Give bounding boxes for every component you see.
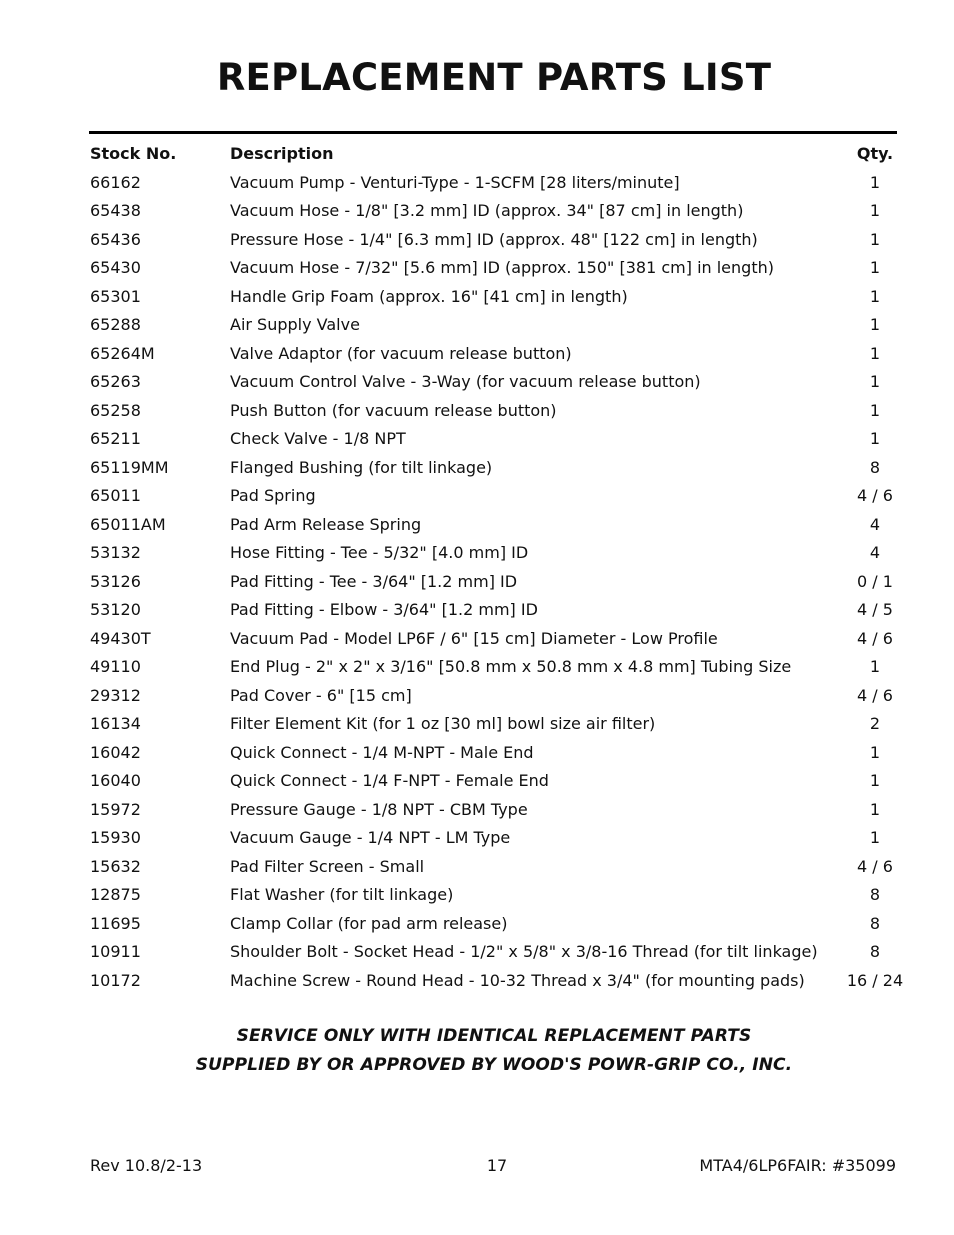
stock-number: 65301 [90, 286, 141, 306]
table-row [0, 881, 954, 910]
part-description: Flanged Bushing (for tilt linkage) [230, 457, 493, 477]
service-notice-line-2: SUPPLIED BY OR APPROVED BY WOOD'S POWR-GRIP CO., INC. [195, 1055, 793, 1075]
table-row [0, 226, 954, 255]
part-quantity: 1 [869, 828, 881, 847]
title-divider [89, 131, 897, 134]
table-row [0, 853, 954, 882]
table-row [0, 682, 954, 711]
stock-number: 65288 [90, 315, 141, 334]
part-description: Quick Connect - 1/4 M-NPT - Male End [230, 742, 534, 762]
part-quantity: 8 [869, 457, 881, 477]
table-row [0, 511, 954, 540]
stock-number: 65211 [90, 429, 141, 448]
stock-number: 15632 [90, 856, 141, 876]
stock-number: 16042 [90, 742, 141, 762]
stock-number: 65438 [90, 201, 141, 220]
part-quantity: 0 / 1 [857, 571, 893, 591]
part-quantity: 8 [869, 885, 881, 904]
table-row [0, 368, 954, 397]
table-row [0, 311, 954, 340]
table-row [0, 967, 954, 996]
stock-number: 16040 [90, 771, 141, 790]
stock-number: 53132 [90, 543, 141, 562]
table-row [0, 283, 954, 312]
stock-number: 53120 [90, 600, 141, 619]
part-quantity: 1 [869, 172, 881, 192]
stock-number: 49430T [90, 628, 151, 648]
part-quantity: 1 [869, 343, 881, 363]
part-quantity: 4 [869, 514, 881, 534]
stock-number: 10911 [90, 942, 141, 961]
stock-number: 65430 [90, 258, 141, 277]
part-quantity: 1 [869, 429, 881, 448]
stock-number: 15930 [90, 828, 141, 847]
table-row [0, 596, 954, 625]
part-quantity: 4 / 6 [857, 486, 893, 505]
table-row [0, 425, 954, 454]
part-description: Handle Grip Foam (approx. 16" [41 cm] in length) [230, 286, 628, 306]
service-notice-line-1: SERVICE ONLY WITH IDENTICAL REPLACEMENT PARTS [236, 1026, 752, 1046]
part-description: Vacuum Hose - 1/8" [3.2 mm] ID (approx. 34" [87 cm] in length) [230, 201, 744, 220]
part-description: Vacuum Gauge - 1/4 NPT - LM Type [230, 828, 511, 847]
part-description: Hose Fitting - Tee - 5/32" [4.0 mm] ID [230, 543, 529, 562]
part-quantity: 8 [869, 942, 881, 961]
stock-number: 65011 [90, 486, 141, 505]
page-title: REPLACEMENT PARTS LIST [216, 56, 772, 99]
stock-number: 65263 [90, 372, 141, 391]
part-quantity: 1 [869, 742, 881, 762]
part-quantity: 1 [869, 201, 881, 220]
stock-number: 65011AM [90, 514, 166, 534]
part-description: Pressure Gauge - 1/8 NPT - CBM Type [230, 799, 528, 819]
part-quantity: 1 [869, 315, 881, 334]
table-row [0, 824, 954, 853]
stock-number: 12875 [90, 885, 141, 904]
part-description: Push Button (for vacuum release button) [230, 400, 557, 420]
column-header-qty: Qty. [856, 144, 894, 163]
part-description: Check Valve - 1/8 NPT [230, 429, 406, 448]
part-description: Pad Arm Release Spring [230, 514, 422, 534]
stock-number: 15972 [90, 799, 141, 819]
table-row [0, 397, 954, 426]
table-row [0, 938, 954, 967]
table-row [0, 539, 954, 568]
footer-page-number: 17 [486, 1156, 508, 1175]
table-row [0, 482, 954, 511]
part-quantity: 1 [869, 657, 881, 676]
part-description: Pad Fitting - Elbow - 3/64" [1.2 mm] ID [230, 600, 538, 619]
stock-number: 16134 [90, 714, 141, 733]
stock-number: 65119MM [90, 457, 169, 477]
table-row [0, 710, 954, 739]
part-quantity: 4 / 5 [857, 600, 893, 619]
column-header-description: Description [230, 144, 334, 163]
part-quantity: 4 / 6 [857, 856, 893, 876]
table-row [0, 767, 954, 796]
part-quantity: 2 [869, 714, 881, 733]
part-description: Pad Cover - 6" [15 cm] [230, 685, 412, 705]
table-row [0, 739, 954, 768]
part-quantity: 1 [869, 372, 881, 391]
part-description: Pressure Hose - 1/4" [6.3 mm] ID (approx. 48" [122 cm] in length) [230, 229, 758, 249]
part-quantity: 1 [869, 400, 881, 420]
part-quantity: 4 / 6 [857, 628, 893, 648]
table-row [0, 340, 954, 369]
part-description: Pad Filter Screen - Small [230, 856, 425, 876]
stock-number: 65258 [90, 400, 141, 420]
part-quantity: 8 [869, 913, 881, 933]
part-description: Vacuum Pad - Model LP6F / 6" [15 cm] Diameter - Low Profile [230, 628, 718, 648]
stock-number: 10172 [90, 970, 141, 990]
stock-number: 53126 [90, 571, 141, 591]
footer-doc-id: MTA4/6LP6FAIR: #35099 [699, 1156, 896, 1175]
part-quantity: 1 [869, 229, 881, 249]
stock-number: 29312 [90, 685, 141, 705]
part-description: Machine Screw - Round Head - 10-32 Thread x 3/4" (for mounting pads) [230, 970, 805, 990]
table-body [0, 169, 954, 996]
part-description: Pad Fitting - Tee - 3/64" [1.2 mm] ID [230, 571, 518, 591]
part-description: Pad Spring [230, 486, 316, 505]
table-row [0, 197, 954, 226]
table-row [0, 910, 954, 939]
part-description: Vacuum Hose - 7/32" [5.6 mm] ID (approx. 150" [381 cm] in length) [230, 258, 774, 277]
part-quantity: 4 / 6 [857, 685, 893, 705]
part-description: Flat Washer (for tilt linkage) [230, 885, 454, 904]
parts-table [0, 140, 954, 995]
table-row [0, 169, 954, 198]
part-quantity: 1 [869, 286, 881, 306]
part-quantity: 1 [869, 258, 881, 277]
table-row [0, 796, 954, 825]
part-description: Vacuum Pump - Venturi-Type - 1-SCFM [28 liters/minute] [230, 172, 680, 192]
part-quantity: 1 [869, 799, 881, 819]
footer-revision: Rev 10.8/2-13 [90, 1156, 203, 1175]
table-row [0, 454, 954, 483]
part-description: Clamp Collar (for pad arm release) [230, 913, 508, 933]
stock-number: 66162 [90, 172, 141, 192]
part-description: Vacuum Control Valve - 3-Way (for vacuum release button) [230, 372, 701, 391]
column-header-stock: Stock No. [90, 144, 177, 163]
part-description: Air Supply Valve [230, 315, 360, 334]
table-row [0, 625, 954, 654]
part-quantity: 16 / 24 [846, 970, 904, 990]
table-header-row [0, 140, 954, 169]
part-description: Shoulder Bolt - Socket Head - 1/2" x 5/8" x 3/8-16 Thread (for tilt linkage) [230, 942, 818, 961]
part-quantity: 4 [869, 543, 881, 562]
stock-number: 65436 [90, 229, 141, 249]
stock-number: 11695 [90, 913, 141, 933]
part-description: Quick Connect - 1/4 F-NPT - Female End [230, 771, 549, 790]
stock-number: 49110 [90, 657, 141, 676]
table-row [0, 568, 954, 597]
part-description: End Plug - 2" x 2" x 3/16" [50.8 mm x 50.8 mm x 4.8 mm] Tubing Size [230, 657, 792, 676]
table-row [0, 254, 954, 283]
part-quantity: 1 [869, 771, 881, 790]
stock-number: 65264M [90, 343, 155, 363]
table-row [0, 653, 954, 682]
part-description: Valve Adaptor (for vacuum release button) [230, 343, 572, 363]
part-description: Filter Element Kit (for 1 oz [30 ml] bowl size air filter) [230, 714, 656, 733]
